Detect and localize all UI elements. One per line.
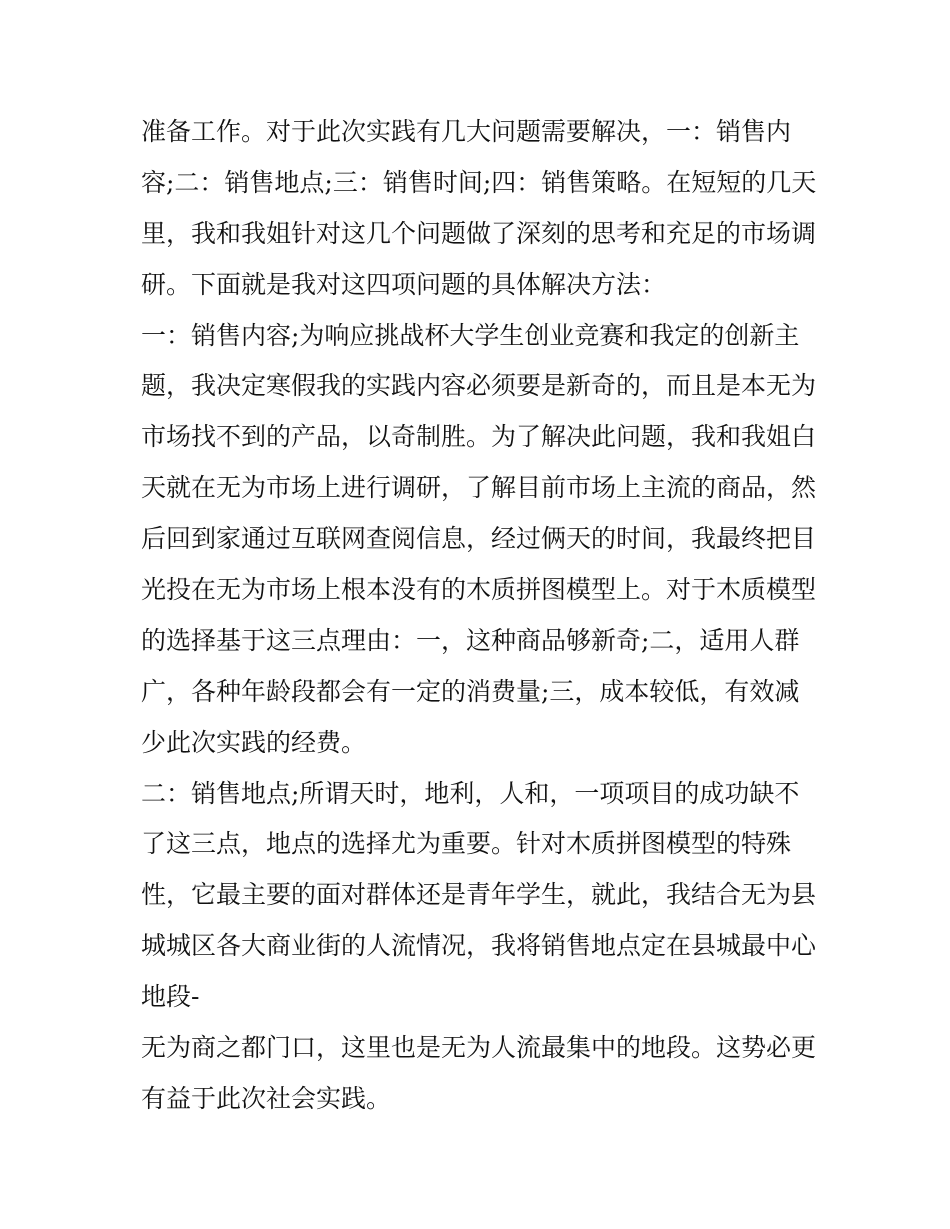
text-line: 地段- bbox=[141, 982, 200, 1012]
text-line: 广，各种年龄段都会有一定的消费量;三，成本较低，有效减 bbox=[141, 676, 800, 706]
body-text bbox=[141, 107, 821, 1125]
text-line: 光投在无为市场上根本没有的木质拼图模型上。对于木质模型 bbox=[141, 575, 817, 605]
text-line: 了这三点，地点的选择尤为重要。针对木质拼图模型的特殊 bbox=[141, 829, 792, 859]
text-line: 无为商之都门口，这里也是无为人流最集中的地段。这势必更 bbox=[141, 1033, 817, 1063]
text-line: 里，我和我姐针对这几个问题做了深刻的思考和充足的市场调 bbox=[141, 218, 817, 248]
text-line: 容;二：销售地点;三：销售时间;四：销售策略。在短短的几天 bbox=[141, 167, 817, 197]
text-line: 准备工作。对于此次实践有几大问题需要解决，一：销售内 bbox=[141, 117, 792, 146]
text-line: 后回到家通过互联网查阅信息，经过俩天的时间，我最终把目 bbox=[141, 524, 817, 554]
text-line: 天就在无为市场上进行调研，了解目前市场上主流的商品，然 bbox=[141, 473, 817, 503]
text-line: 少此次实践的经费。 bbox=[141, 727, 367, 757]
text-line: 城城区各大商业街的人流情况，我将销售地点定在县城最中心 bbox=[141, 931, 817, 961]
text-line: 的选择基于这三点理由：一，这种商品够新奇;二，适用人群 bbox=[141, 625, 800, 655]
text-line: 一：销售内容;为响应挑战杯大学生创业竞赛和我定的创新主 bbox=[141, 320, 800, 350]
text-line: 二：销售地点;所谓天时，地利，人和，一项项目的成功缺不 bbox=[141, 778, 800, 808]
text-line: 题，我决定寒假我的实践内容必须要是新奇的，而且是本无为 bbox=[141, 371, 817, 401]
text-line: 市场找不到的产品，以奇制胜。为了解决此问题，我和我姐白 bbox=[141, 422, 817, 452]
text-line: 有益于此次社会实践。 bbox=[141, 1083, 392, 1113]
text-line: 性，它最主要的面对群体还是青年学生，就此，我结合无为县 bbox=[141, 880, 817, 910]
text-line: 研。下面就是我对这四项问题的具体解决方法： bbox=[141, 269, 667, 299]
